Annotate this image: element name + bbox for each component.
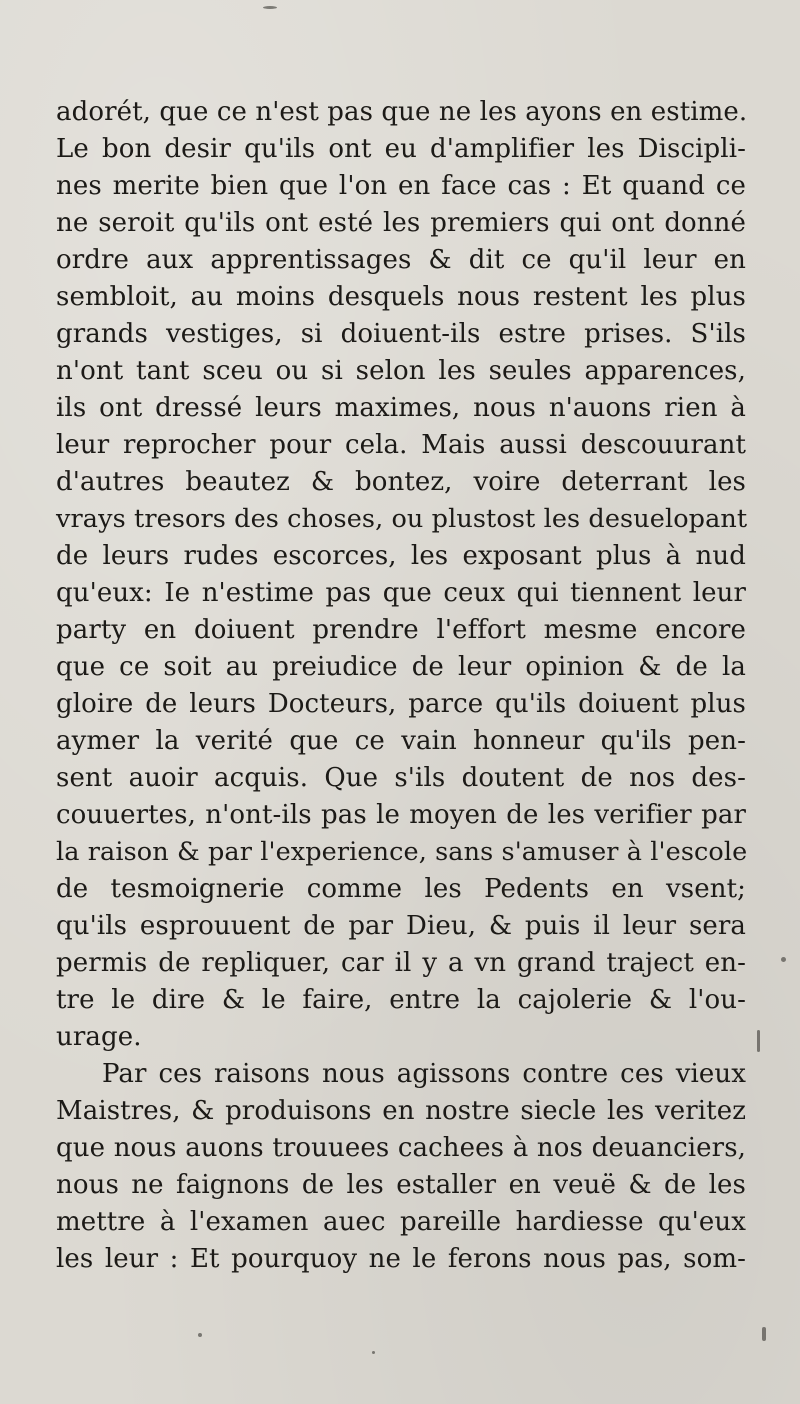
text-line: la raison & par l'experience, sans s'amuser à l'escole [56, 837, 748, 867]
text-line: de leurs rudes escorces, les exposant plus à nud [56, 541, 746, 571]
text-line: Par ces raisons nous agissons contre ces vieux [102, 1059, 746, 1089]
text-line: urage. [56, 1022, 142, 1052]
text-line: vrays tresors des choses, ou plustost les desuelopant [56, 504, 748, 534]
text-line: les leur : Et pourquoy ne le ferons nous pas, som- [56, 1244, 746, 1274]
text-line: Maistres, & produisons en nostre siecle les veritez [56, 1096, 746, 1126]
text-line: couuertes, n'ont-ils pas le moyen de les verifier par [56, 800, 746, 830]
text-line: permis de repliquer, car il y a vn grand traject en- [56, 948, 746, 978]
text-line: que ce soit au preiudice de leur opinion & de la [56, 652, 746, 682]
text-line: tre le dire & le faire, entre la cajolerie & l'ou- [56, 985, 746, 1015]
text-line: qu'eux: Ie n'estime pas que ceux qui tiennent leur [56, 578, 746, 608]
text-line: aymer la verité que ce vain honneur qu'ils pen- [56, 726, 746, 756]
text-line: ordre aux apprentissages & dit ce qu'il leur en [56, 245, 746, 275]
text-line: ne seroit qu'ils ont esté les premiers qui ont donné [56, 208, 746, 238]
paper-speck [781, 957, 786, 962]
paper-speck [757, 1030, 760, 1052]
text-line: leur reprocher pour cela. Mais aussi descouurant [56, 430, 746, 460]
paper-speck [762, 1327, 766, 1341]
text-line: que nous auons trouuees cachees à nos deuanciers, [56, 1133, 746, 1163]
text-line: adorét, que ce n'est pas que ne les ayons en estime. [56, 97, 748, 127]
text-line: Le bon desir qu'ils ont eu d'amplifier les Discipli- [56, 134, 746, 164]
text-line: grands vestiges, si doiuent-ils estre prises. S'ils [56, 319, 746, 349]
text-line: sembloit, au moins desquels nous restent les plus [56, 282, 746, 312]
text-line: n'ont tant sceu ou si selon les seules apparences, [56, 356, 746, 386]
paper-speck [372, 1351, 375, 1354]
text-line: nous ne faignons de les estaller en veuë & de les [56, 1170, 746, 1200]
paper-speck [198, 1333, 202, 1337]
text-line: d'autres beautez & bontez, voire deterrant les [56, 467, 746, 497]
text-line: de tesmoignerie comme les Pedents en vsent; [56, 874, 746, 904]
text-line: sent auoir acquis. Que s'ils doutent de nos des- [56, 763, 746, 793]
text-line: ils ont dressé leurs maximes, nous n'auons rien à [56, 393, 746, 423]
text-line: qu'ils esprouuent de par Dieu, & puis il leur sera [56, 911, 746, 941]
paper-speck [263, 6, 277, 9]
page-text [56, 94, 746, 1278]
text-line: mettre à l'examen auec pareille hardiesse qu'eux [56, 1207, 746, 1237]
text-line: gloire de leurs Docteurs, parce qu'ils doiuent plus [56, 689, 746, 719]
text-line: party en doiuent prendre l'effort mesme encore [56, 615, 746, 645]
text-line: nes merite bien que l'on en face cas : Et quand ce [56, 171, 746, 201]
